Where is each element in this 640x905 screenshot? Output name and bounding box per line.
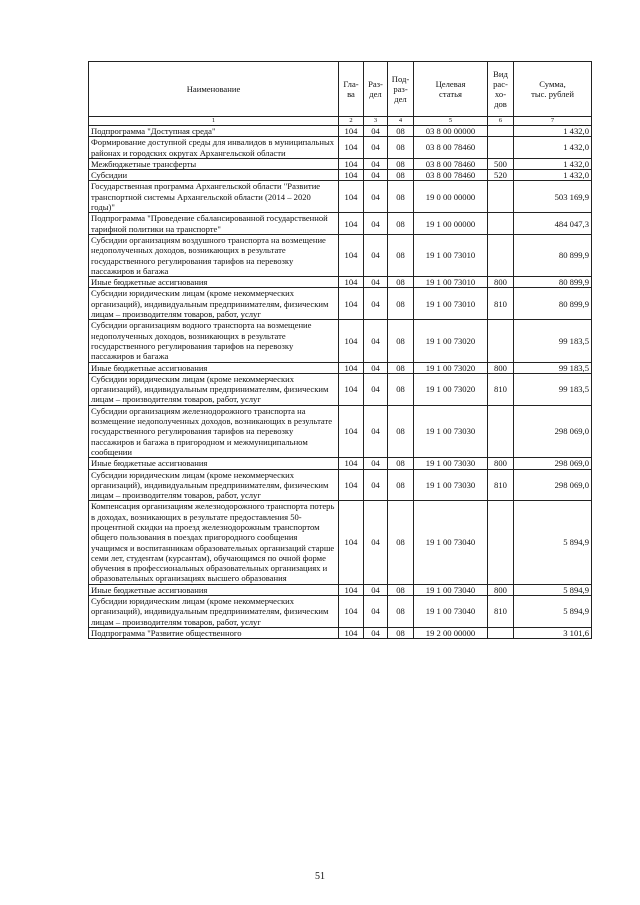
cell-sum: 80 899,9 — [514, 234, 592, 276]
cell-sum: 5 894,9 — [514, 596, 592, 628]
cell-chapter: 104 — [339, 458, 364, 469]
cell-section: 04 — [364, 627, 388, 638]
budget-table-sheet — [88, 61, 591, 639]
cell-expense-type — [488, 137, 514, 159]
cell-target: 03 8 00 78460 — [414, 170, 488, 181]
cell-sum: 298 069,0 — [514, 458, 592, 469]
cell-expense-type — [488, 126, 514, 137]
cell-sum: 99 183,5 — [514, 373, 592, 405]
cell-sum: 5 894,9 — [514, 501, 592, 584]
cell-section: 04 — [364, 181, 388, 213]
cell-sum: 99 183,5 — [514, 320, 592, 362]
cell-section: 04 — [364, 469, 388, 501]
header-subsection: Под- раз- дел — [388, 62, 414, 117]
cell-expense-type — [488, 501, 514, 584]
cell-expense-type: 810 — [488, 288, 514, 320]
cell-subsection: 08 — [388, 627, 414, 638]
cell-target: 19 1 00 73030 — [414, 458, 488, 469]
cell-subsection: 08 — [388, 137, 414, 159]
cell-chapter: 104 — [339, 181, 364, 213]
cell-subsection: 08 — [388, 596, 414, 628]
cell-name: Формирование доступной среды для инвалидов в муниципальных районах и городских округах Архангельской области — [89, 137, 339, 159]
cell-subsection: 08 — [388, 362, 414, 373]
cell-expense-type — [488, 234, 514, 276]
cell-name: Компенсация организациям железнодорожного транспорта потерь в доходах, возникающих в результате предоставления 50-процентной скидки на проезд железнодорожным транспортом общего пользования в поездах пригородного сообщения учащимся и воспитанникам образовательных организаций старше семи лет, студентам (курсантам), обучающимся по очной форме обучения в профессиональных образовательных организациях и образовательных организациях высшего образования — [89, 501, 339, 584]
cell-section: 04 — [364, 213, 388, 235]
cell-chapter: 104 — [339, 469, 364, 501]
cell-expense-type — [488, 405, 514, 457]
cell-chapter: 104 — [339, 213, 364, 235]
cell-chapter: 104 — [339, 126, 364, 137]
column-number: 5 — [414, 117, 488, 126]
table-row — [89, 158, 592, 169]
cell-name: Межбюджетные трансферты — [89, 158, 339, 169]
cell-expense-type: 800 — [488, 584, 514, 595]
table-row — [89, 501, 592, 584]
table-row — [89, 234, 592, 276]
cell-expense-type — [488, 627, 514, 638]
cell-subsection: 08 — [388, 213, 414, 235]
cell-subsection: 08 — [388, 584, 414, 595]
cell-chapter: 104 — [339, 288, 364, 320]
cell-expense-type: 800 — [488, 362, 514, 373]
cell-chapter: 104 — [339, 362, 364, 373]
cell-target: 19 1 00 73010 — [414, 288, 488, 320]
cell-target: 03 8 00 78460 — [414, 137, 488, 159]
cell-expense-type — [488, 213, 514, 235]
cell-name: Иные бюджетные ассигнования — [89, 277, 339, 288]
column-number: 2 — [339, 117, 364, 126]
table-row — [89, 213, 592, 235]
cell-expense-type: 800 — [488, 458, 514, 469]
page-number: 51 — [315, 871, 325, 882]
header-name: Наименование — [89, 62, 339, 117]
cell-name: Государственная программа Архангельской области "Развитие транспортной системы Архангельской области (2014 – 2020 годы)" — [89, 181, 339, 213]
cell-target: 19 1 00 73010 — [414, 277, 488, 288]
cell-target: 19 0 00 00000 — [414, 181, 488, 213]
cell-target: 19 1 00 73030 — [414, 405, 488, 457]
table-row — [89, 627, 592, 638]
cell-name: Субсидии юридическим лицам (кроме некоммерческих организаций), индивидуальным предпринимателям, физическим лицам – производителям товаров, работ, услуг — [89, 469, 339, 501]
cell-chapter: 104 — [339, 596, 364, 628]
cell-chapter: 104 — [339, 234, 364, 276]
cell-chapter: 104 — [339, 158, 364, 169]
cell-target: 03 8 00 00000 — [414, 126, 488, 137]
header-section: Раз- дел — [364, 62, 388, 117]
cell-name: Подпрограмма "Развитие общественного — [89, 627, 339, 638]
cell-sum: 80 899,9 — [514, 277, 592, 288]
cell-expense-type: 520 — [488, 170, 514, 181]
cell-expense-type: 810 — [488, 596, 514, 628]
cell-name: Субсидии организациям воздушного транспорта на возмещение недополученных доходов, возникающих в результате государственного регулирования тарифов на перевозку пассажиров и багажа — [89, 234, 339, 276]
cell-expense-type: 810 — [488, 373, 514, 405]
cell-chapter: 104 — [339, 373, 364, 405]
cell-sum: 503 169,9 — [514, 181, 592, 213]
cell-target: 19 1 00 73010 — [414, 234, 488, 276]
cell-section: 04 — [364, 501, 388, 584]
cell-sum: 3 101,6 — [514, 627, 592, 638]
cell-section: 04 — [364, 126, 388, 137]
header-row — [89, 62, 592, 117]
cell-expense-type: 810 — [488, 469, 514, 501]
cell-section: 04 — [364, 288, 388, 320]
cell-target: 19 1 00 73040 — [414, 596, 488, 628]
cell-subsection: 08 — [388, 277, 414, 288]
cell-subsection: 08 — [388, 234, 414, 276]
cell-section: 04 — [364, 277, 388, 288]
cell-sum: 5 894,9 — [514, 584, 592, 595]
cell-sum: 80 899,9 — [514, 288, 592, 320]
table-row — [89, 373, 592, 405]
header-chapter: Гла- ва — [339, 62, 364, 117]
cell-subsection: 08 — [388, 170, 414, 181]
table-row — [89, 170, 592, 181]
column-number: 4 — [388, 117, 414, 126]
cell-chapter: 104 — [339, 320, 364, 362]
column-number: 7 — [514, 117, 592, 126]
cell-subsection: 08 — [388, 158, 414, 169]
cell-section: 04 — [364, 405, 388, 457]
cell-name: Подпрограмма "Проведение сбалансированной государственной тарифной политики на транспорте" — [89, 213, 339, 235]
table-row — [89, 405, 592, 457]
cell-sum: 1 432,0 — [514, 126, 592, 137]
cell-sum: 484 047,3 — [514, 213, 592, 235]
header-expense-type: Вид рас- хо- дов — [488, 62, 514, 117]
cell-target: 19 1 00 00000 — [414, 213, 488, 235]
cell-subsection: 08 — [388, 458, 414, 469]
cell-chapter: 104 — [339, 584, 364, 595]
cell-target: 19 2 00 00000 — [414, 627, 488, 638]
cell-target: 19 1 00 73020 — [414, 373, 488, 405]
cell-chapter: 104 — [339, 170, 364, 181]
header-target: Целевая статья — [414, 62, 488, 117]
cell-chapter: 104 — [339, 405, 364, 457]
cell-name: Субсидии организациям водного транспорта на возмещение недополученных доходов, возникающих в результате государственного регулирования тарифов на перевозку пассажиров и багажа — [89, 320, 339, 362]
budget-table — [88, 61, 592, 639]
table-row — [89, 458, 592, 469]
cell-chapter: 104 — [339, 277, 364, 288]
cell-target: 19 1 00 73020 — [414, 320, 488, 362]
cell-subsection: 08 — [388, 181, 414, 213]
table-row — [89, 596, 592, 628]
table-row — [89, 137, 592, 159]
cell-subsection: 08 — [388, 288, 414, 320]
table-row — [89, 362, 592, 373]
cell-subsection: 08 — [388, 501, 414, 584]
cell-subsection: 08 — [388, 405, 414, 457]
column-number-row — [89, 117, 592, 126]
cell-chapter: 104 — [339, 137, 364, 159]
cell-target: 19 1 00 73030 — [414, 469, 488, 501]
cell-name: Субсидии — [89, 170, 339, 181]
cell-section: 04 — [364, 596, 388, 628]
column-number: 3 — [364, 117, 388, 126]
column-number: 1 — [89, 117, 339, 126]
cell-sum: 298 069,0 — [514, 469, 592, 501]
cell-target: 19 1 00 73040 — [414, 501, 488, 584]
cell-section: 04 — [364, 320, 388, 362]
column-number: 6 — [488, 117, 514, 126]
table-row — [89, 181, 592, 213]
cell-section: 04 — [364, 584, 388, 595]
cell-expense-type: 800 — [488, 277, 514, 288]
cell-expense-type — [488, 181, 514, 213]
cell-target: 19 1 00 73020 — [414, 362, 488, 373]
cell-name: Иные бюджетные ассигнования — [89, 362, 339, 373]
cell-target: 19 1 00 73040 — [414, 584, 488, 595]
cell-subsection: 08 — [388, 320, 414, 362]
cell-target: 03 8 00 78460 — [414, 158, 488, 169]
cell-section: 04 — [364, 458, 388, 469]
cell-sum: 1 432,0 — [514, 158, 592, 169]
cell-name: Субсидии юридическим лицам (кроме некоммерческих организаций), индивидуальным предпринимателям, физическим лицам – производителям товаров, работ, услуг — [89, 596, 339, 628]
cell-name: Подпрограмма "Доступная среда" — [89, 126, 339, 137]
cell-sum: 1 432,0 — [514, 137, 592, 159]
cell-expense-type — [488, 320, 514, 362]
cell-section: 04 — [364, 158, 388, 169]
cell-sum: 1 432,0 — [514, 170, 592, 181]
cell-section: 04 — [364, 137, 388, 159]
table-row — [89, 126, 592, 137]
table-row — [89, 288, 592, 320]
cell-section: 04 — [364, 362, 388, 373]
cell-subsection: 08 — [388, 469, 414, 501]
cell-section: 04 — [364, 234, 388, 276]
cell-chapter: 104 — [339, 627, 364, 638]
table-row — [89, 469, 592, 501]
cell-section: 04 — [364, 170, 388, 181]
table-row — [89, 584, 592, 595]
cell-sum: 99 183,5 — [514, 362, 592, 373]
cell-subsection: 08 — [388, 126, 414, 137]
cell-subsection: 08 — [388, 373, 414, 405]
cell-chapter: 104 — [339, 501, 364, 584]
cell-expense-type: 500 — [488, 158, 514, 169]
cell-name: Иные бюджетные ассигнования — [89, 458, 339, 469]
cell-name: Иные бюджетные ассигнования — [89, 584, 339, 595]
cell-name: Субсидии юридическим лицам (кроме некоммерческих организаций), индивидуальным предпринимателям, физическим лицам – производителям товаров, работ, услуг — [89, 288, 339, 320]
cell-sum: 298 069,0 — [514, 405, 592, 457]
table-row — [89, 277, 592, 288]
table-row — [89, 320, 592, 362]
cell-section: 04 — [364, 373, 388, 405]
cell-name: Субсидии юридическим лицам (кроме некоммерческих организаций), индивидуальным предпринимателям, физическим лицам – производителям товаров, работ, услуг — [89, 373, 339, 405]
cell-name: Субсидии организациям железнодорожного транспорта на возмещение недополученных доходов, возникающих в результате государственного регулирования тарифов на перевозку пассажиров и багажа в пригородном и межмуниципальном сообщении — [89, 405, 339, 457]
header-sum: Сумма, тыс. рублей — [514, 62, 592, 117]
